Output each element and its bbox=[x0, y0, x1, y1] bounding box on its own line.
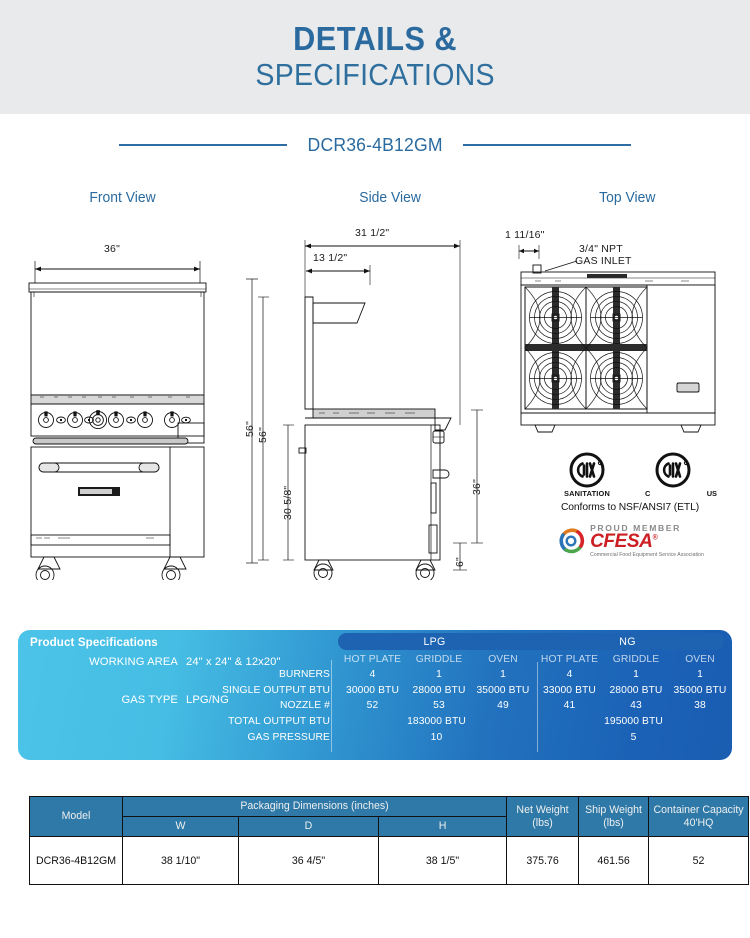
csa-c-label: C bbox=[645, 489, 651, 498]
spec-row-nozzle bbox=[198, 699, 732, 715]
nozzle-lpg-oven: 49 bbox=[497, 700, 509, 712]
single-output-ng-griddle: 28000 BTU bbox=[609, 684, 663, 696]
burners-lpg-oven: 1 bbox=[500, 669, 506, 681]
csa-sanitation bbox=[561, 452, 613, 498]
csa-row bbox=[530, 452, 730, 498]
nozzle-lpg-griddle: 53 bbox=[433, 700, 445, 712]
header-net-weight bbox=[507, 797, 579, 837]
single-output-lpg-hot-plate: 30000 BTU bbox=[346, 684, 399, 696]
container-line1: Container Capacity bbox=[653, 803, 744, 816]
net-weight-line2: (lbs) bbox=[532, 816, 553, 829]
side-counter-height-dim: 30 5/8" bbox=[282, 485, 294, 520]
csa-logo-svg bbox=[569, 452, 605, 488]
front-view-drawing bbox=[20, 225, 270, 580]
gas-pressure-label: GAS PRESSURE bbox=[247, 731, 330, 743]
single-output-ng-hot-plate: 33000 BTU bbox=[542, 684, 596, 696]
header-h: H bbox=[379, 817, 507, 837]
gas-pressure-lpg: 10 bbox=[430, 731, 443, 743]
total-output-lpg: 183000 BTU bbox=[407, 715, 466, 727]
product-specifications-panel bbox=[18, 630, 732, 760]
table-row bbox=[30, 837, 749, 885]
burners-lpg-griddle: 1 bbox=[436, 669, 442, 681]
certifications-block bbox=[530, 452, 730, 558]
cell-net-weight: 375.76 bbox=[507, 837, 579, 885]
rule-right bbox=[463, 144, 631, 146]
rule-left bbox=[119, 144, 287, 146]
top-offset-dim: 1 11/16" bbox=[505, 229, 545, 241]
page-title-line2: SPECIFICATIONS bbox=[255, 56, 495, 92]
spec-grid bbox=[198, 652, 732, 746]
gas-type-ng: NG bbox=[619, 635, 636, 648]
container-line2: 40'HQ bbox=[683, 816, 714, 829]
header-w: W bbox=[123, 817, 239, 837]
cfesa-proud-member: PROUD MEMBER bbox=[590, 523, 681, 533]
ship-weight-line1: Ship Weight bbox=[585, 803, 642, 816]
side-view-drawing bbox=[255, 225, 505, 580]
burners-ng-oven: 1 bbox=[697, 669, 703, 681]
conforms-text: Conforms to NSF/ANSI7 (ETL) bbox=[560, 502, 700, 513]
total-output-label: TOTAL OUTPUT BTU bbox=[228, 715, 330, 727]
ng-griddle-header: GRIDDLE bbox=[612, 653, 660, 665]
burners-ng-hot-plate: 4 bbox=[566, 669, 573, 681]
csa-sanitation-label: SANITATION bbox=[563, 489, 611, 498]
packaging-table bbox=[29, 796, 749, 885]
working-area-value: 24" x 24" & 12x20" bbox=[186, 656, 281, 668]
side-view-svg bbox=[255, 225, 505, 580]
page-header bbox=[0, 0, 750, 114]
csa-us-label: US bbox=[706, 489, 717, 498]
side-body-height-dim: 36" bbox=[471, 478, 483, 495]
spec-row-single-output bbox=[198, 683, 732, 699]
single-output-ng-oven: 35000 BTU bbox=[673, 684, 727, 696]
csa-logo-svg-2 bbox=[655, 452, 691, 488]
cfesa-name: CFESA bbox=[590, 531, 653, 552]
gas-type-value: LPG/NG bbox=[186, 694, 229, 706]
cell-w: 38 1/10" bbox=[123, 837, 239, 885]
top-view-drawing bbox=[505, 225, 735, 440]
header-packaging-dimensions: Packaging Dimensions (inches) bbox=[123, 797, 507, 817]
cfesa-wordmark bbox=[590, 533, 704, 551]
header-ship-weight bbox=[579, 797, 649, 837]
model-name: DCR36-4B12GM bbox=[307, 134, 443, 155]
single-output-lpg-griddle: 28000 BTU bbox=[412, 684, 466, 696]
ship-weight-line2: (lbs) bbox=[603, 816, 624, 829]
nozzle-ng-oven: 38 bbox=[694, 700, 706, 712]
cfesa-swirl-svg bbox=[556, 526, 586, 556]
packaging-header-row-1 bbox=[30, 797, 749, 817]
lpg-oven-header: OVEN bbox=[488, 653, 518, 665]
side-shelf-dim: 13 1/2" bbox=[313, 252, 348, 264]
net-weight-line1: Net Weight bbox=[516, 803, 569, 816]
model-bar bbox=[0, 126, 750, 164]
header-container-capacity bbox=[649, 797, 749, 837]
spec-panel-title: Product Specifications bbox=[30, 636, 158, 649]
ng-oven-header: OVEN bbox=[685, 653, 715, 665]
lpg-griddle-header: GRIDDLE bbox=[415, 653, 463, 665]
burners-lpg-hot-plate: 4 bbox=[369, 669, 376, 681]
burners-label: BURNERS bbox=[278, 669, 330, 681]
working-area-label: WORKING AREA bbox=[89, 656, 178, 668]
cfesa-swirl-icon bbox=[556, 526, 586, 556]
csa-cus bbox=[645, 452, 717, 498]
spec-row-gas-pressure bbox=[198, 730, 732, 746]
gas-inlet-label-line1: 3/4" NPT bbox=[579, 243, 623, 255]
gas-pressure-ng: 5 bbox=[630, 731, 637, 743]
csa-sanitation-icon bbox=[569, 452, 605, 488]
page-title-line1: DETAILS & bbox=[293, 19, 457, 57]
cfesa-tagline: Commercial Food Equipment Service Association bbox=[590, 552, 704, 559]
nozzle-label: NOZZLE # bbox=[279, 700, 330, 712]
front-width-dim: 36" bbox=[104, 243, 121, 255]
side-depth-dim: 31 1/2" bbox=[355, 227, 390, 239]
front-view-title: Front View bbox=[89, 190, 156, 206]
packaging-table-wrap bbox=[29, 796, 744, 885]
total-output-ng: 195000 BTU bbox=[604, 715, 663, 727]
gas-inlet-label-line2: GAS INLET bbox=[575, 255, 632, 267]
cfesa-text-block bbox=[590, 523, 704, 558]
spec-table bbox=[198, 652, 732, 746]
header-d: D bbox=[239, 817, 379, 837]
cell-ship-weight: 461.56 bbox=[579, 837, 649, 885]
ng-hot-plate-header: HOT PLATE bbox=[540, 653, 599, 665]
side-leg-height-dim: 6" bbox=[454, 557, 466, 567]
cell-d: 36 4/5" bbox=[239, 837, 379, 885]
spec-row-total-output bbox=[198, 714, 732, 730]
gas-type-label: GAS TYPE bbox=[121, 694, 178, 706]
burners-ng-griddle: 1 bbox=[633, 669, 639, 681]
cell-container: 52 bbox=[649, 837, 749, 885]
single-output-label: SINGLE OUTPUT BTU bbox=[222, 684, 330, 696]
front-view-svg bbox=[20, 225, 270, 580]
top-view-title: Top View bbox=[599, 190, 656, 206]
csa-cus-icon bbox=[655, 452, 691, 488]
cfesa-logo bbox=[530, 523, 730, 558]
header-model: Model bbox=[30, 797, 123, 837]
nozzle-ng-hot-plate: 41 bbox=[563, 700, 576, 712]
cfesa-registered: ® bbox=[652, 534, 658, 542]
side-total-height-dim: 56" bbox=[257, 426, 269, 443]
cell-h: 38 1/5" bbox=[379, 837, 507, 885]
lpg-hot-plate-header: HOT PLATE bbox=[343, 653, 402, 665]
spec-subheader-blank bbox=[198, 652, 338, 668]
spec-row-burners bbox=[198, 668, 732, 684]
front-height-dim: 56" bbox=[244, 420, 256, 437]
gas-type-lpg: LPG bbox=[423, 635, 446, 648]
side-view-title: Side View bbox=[359, 190, 421, 206]
nozzle-ng-griddle: 43 bbox=[630, 700, 642, 712]
single-output-lpg-oven: 35000 BTU bbox=[476, 684, 530, 696]
gas-type-pill bbox=[338, 633, 724, 650]
nozzle-lpg-hot-plate: 52 bbox=[366, 700, 379, 712]
spec-subheader-row bbox=[198, 652, 732, 668]
cell-model: DCR36-4B12GM bbox=[30, 837, 123, 885]
